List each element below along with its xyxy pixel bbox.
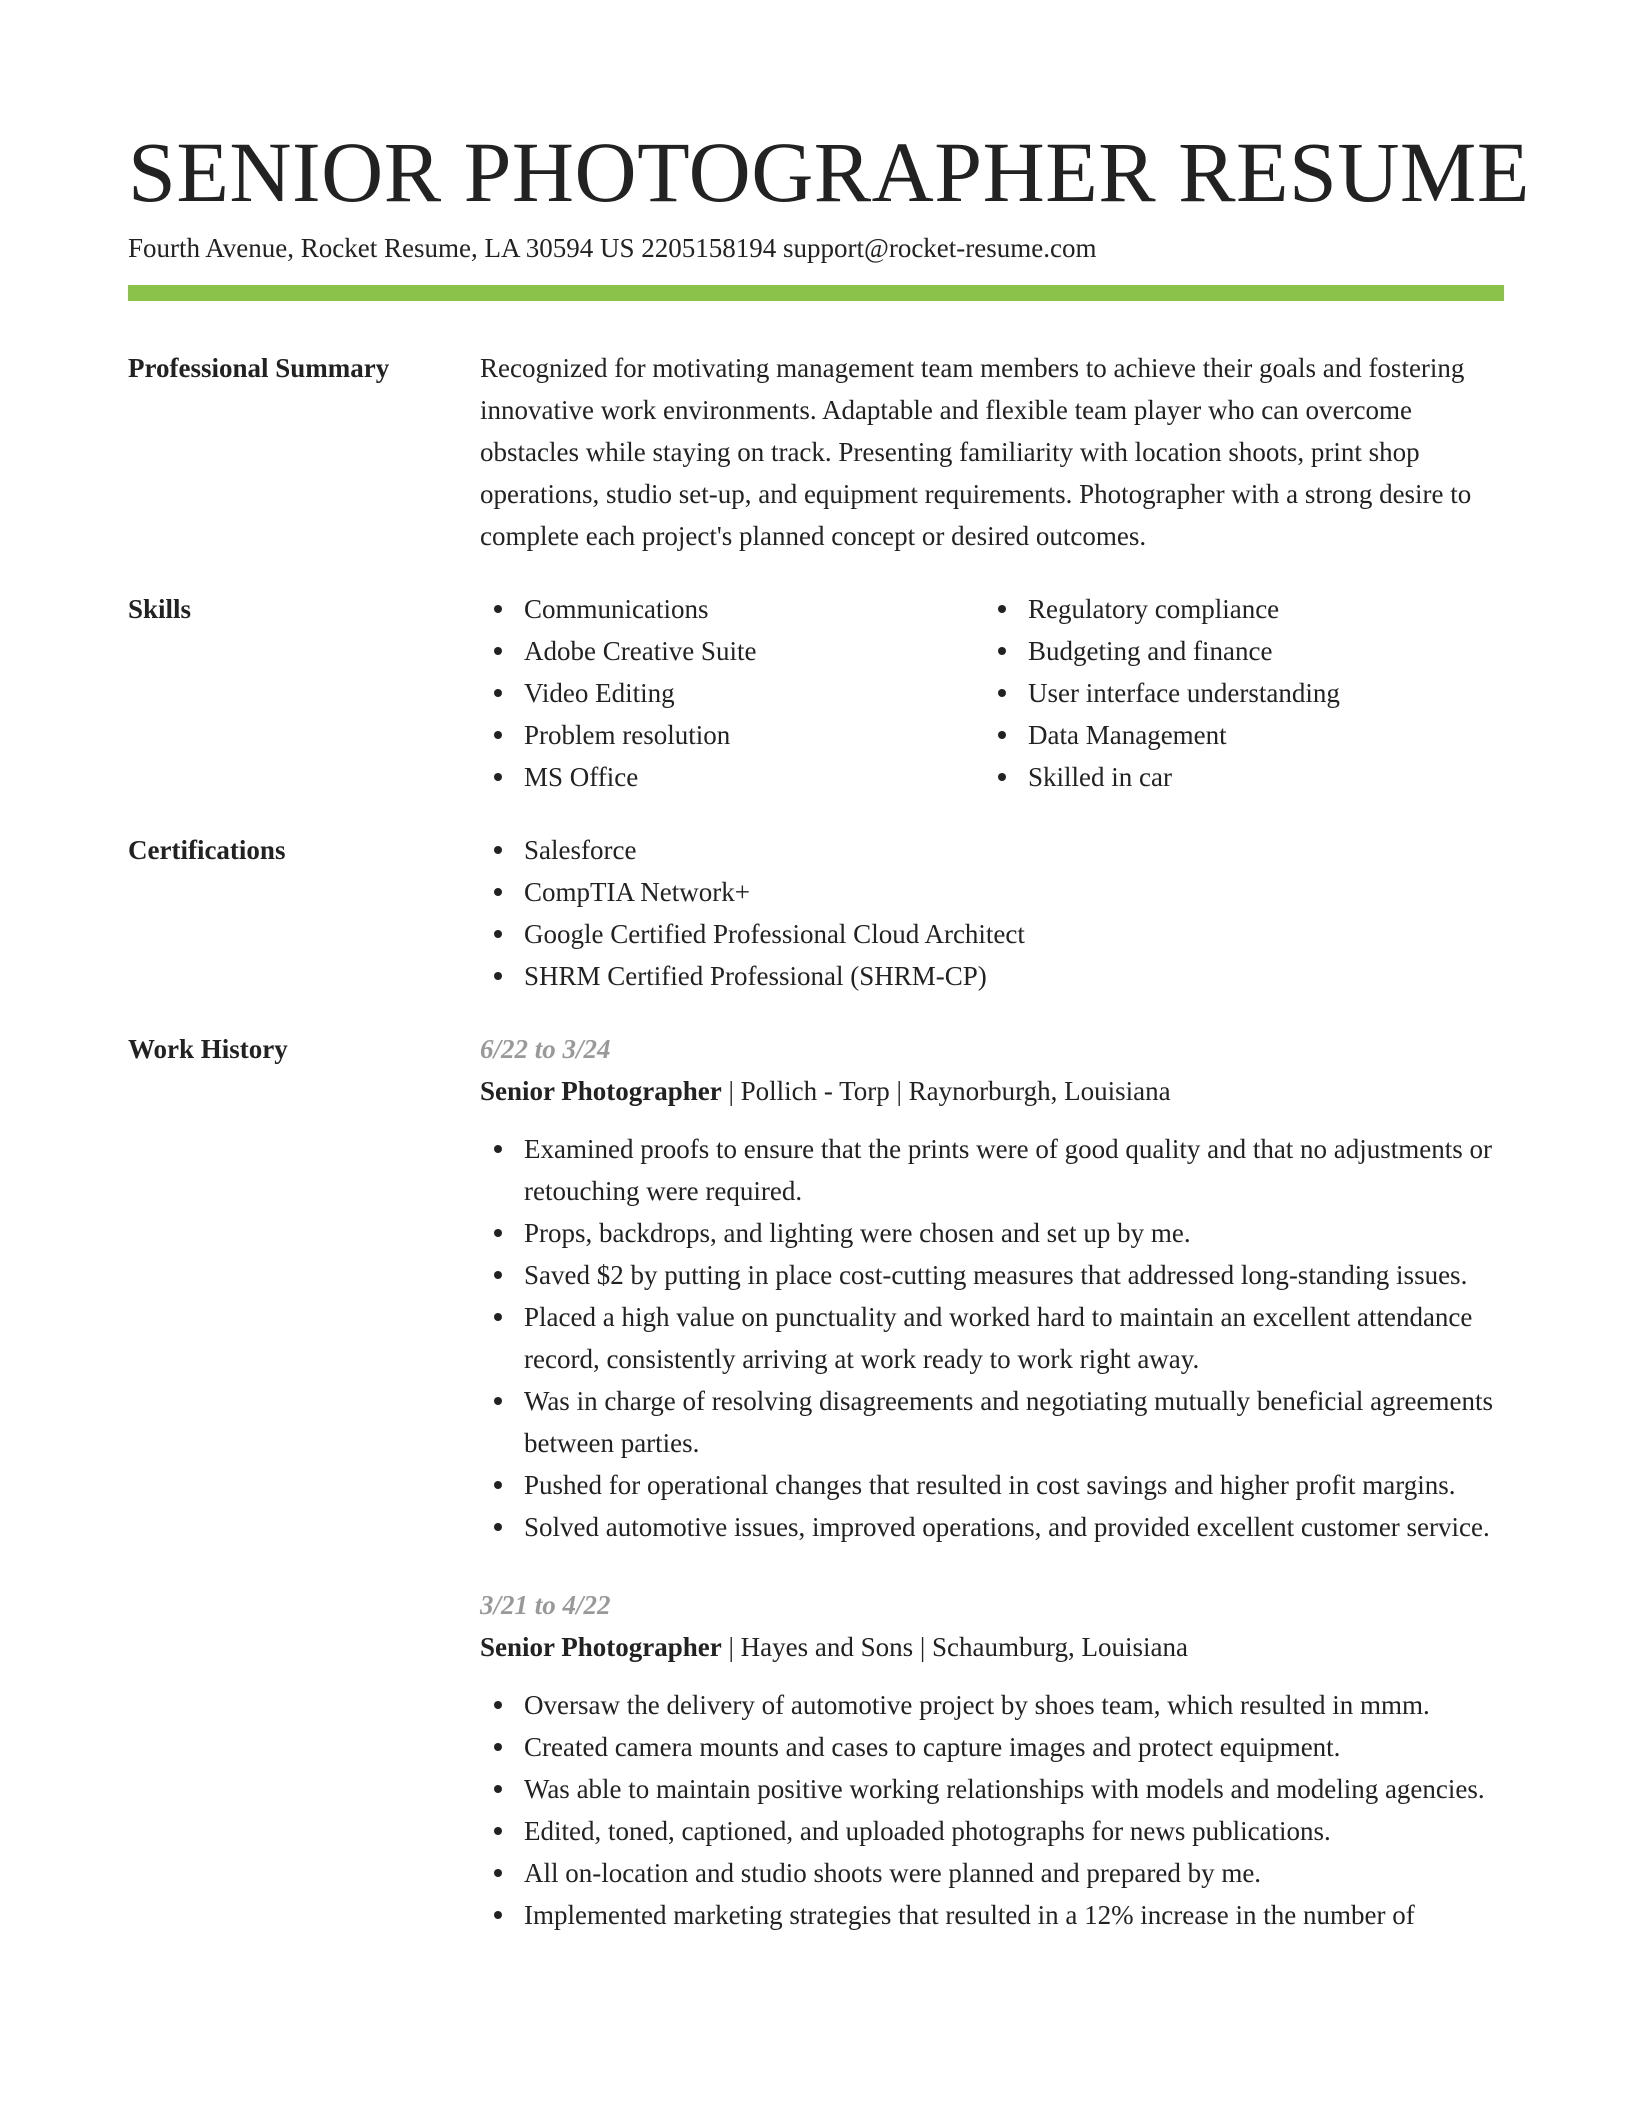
responsibility-item: All on-location and studio shoots were planned and prepared by me. bbox=[480, 1852, 1504, 1894]
certifications-label: Certifications bbox=[128, 835, 286, 865]
certification-item: CompTIA Network+ bbox=[480, 871, 1504, 913]
certifications-list bbox=[480, 829, 1504, 997]
responsibility-item: Created camera mounts and cases to capture images and protect equipment. bbox=[480, 1726, 1504, 1768]
responsibility-item: Pushed for operational changes that resulted in cost savings and higher profit margins. bbox=[480, 1464, 1504, 1506]
skills-list-right bbox=[984, 588, 1488, 798]
responsibility-item: Examined proofs to ensure that the prints were of good quality and that no adjustments or retouching were required. bbox=[480, 1128, 1504, 1212]
job-heading bbox=[480, 1626, 1504, 1668]
responsibility-item: Was able to maintain positive working relationships with models and modeling agencies. bbox=[480, 1768, 1504, 1810]
skill-item: Regulatory compliance bbox=[984, 588, 1488, 630]
certification-item: SHRM Certified Professional (SHRM-CP) bbox=[480, 955, 1504, 997]
contact-info: Fourth Avenue, Rocket Resume, LA 30594 US 2205158194 support@rocket-resume.com bbox=[128, 233, 1097, 263]
responsibility-item: Implemented marketing strategies that resulted in a 12% increase in the number of bbox=[480, 1894, 1504, 1936]
job-dates: 3/21 to 4/22 bbox=[480, 1590, 611, 1620]
job-entry bbox=[480, 1584, 1504, 1936]
job-dates: 6/22 to 3/24 bbox=[480, 1034, 611, 1064]
certification-item: Google Certified Professional Cloud Architect bbox=[480, 913, 1504, 955]
skill-item: Skilled in car bbox=[984, 756, 1488, 798]
responsibility-item: Oversaw the delivery of automotive project by shoes team, which resulted in mmm. bbox=[480, 1684, 1504, 1726]
responsibility-item: Solved automotive issues, improved operations, and provided excellent customer service. bbox=[480, 1506, 1504, 1548]
summary-text: Recognized for motivating management team members to achieve their goals and fostering innovative work environments. Adaptable and flexible team player who can overcome obstacles while staying on track. Presenting familiarity with location shoots, print shop operations, studio set-up, and equipment requirements. Photographer with a strong desire to complete each project's planned concept or desired outcomes. bbox=[480, 353, 1472, 551]
skill-item: User interface understanding bbox=[984, 672, 1488, 714]
responsibility-item: Edited, toned, captioned, and uploaded photographs for news publications. bbox=[480, 1810, 1504, 1852]
skill-item: Adobe Creative Suite bbox=[480, 630, 984, 672]
job-heading bbox=[480, 1070, 1504, 1112]
skill-item: Budgeting and finance bbox=[984, 630, 1488, 672]
job-company-location: | Hayes and Sons | Schaumburg, Louisiana bbox=[721, 1632, 1189, 1662]
skill-item: Communications bbox=[480, 588, 984, 630]
accent-divider bbox=[128, 285, 1504, 301]
responsibility-item: Was in charge of resolving disagreements and negotiating mutually beneficial agreements between parties. bbox=[480, 1380, 1504, 1464]
job-company-location: | Pollich - Torp | Raynorburgh, Louisiana bbox=[721, 1076, 1171, 1106]
responsibility-item: Placed a high value on punctuality and worked hard to maintain an excellent attendance record, consistently arriving at work ready to work right away. bbox=[480, 1296, 1504, 1380]
skill-item: Data Management bbox=[984, 714, 1488, 756]
skills-list-left bbox=[480, 588, 984, 798]
skill-item: Video Editing bbox=[480, 672, 984, 714]
certification-item: Salesforce bbox=[480, 829, 1504, 871]
job-responsibilities bbox=[480, 1128, 1504, 1548]
job-entry bbox=[480, 1028, 1504, 1548]
job-title: Senior Photographer bbox=[480, 1632, 722, 1662]
job-responsibilities bbox=[480, 1684, 1504, 1936]
job-title: Senior Photographer bbox=[480, 1076, 722, 1106]
resume-title: SENIOR PHOTOGRAPHER RESUME bbox=[128, 124, 1530, 220]
work-history-label: Work History bbox=[128, 1034, 288, 1064]
responsibility-item: Saved $2 by putting in place cost-cutting measures that addressed long-standing issues. bbox=[480, 1254, 1504, 1296]
responsibility-item: Props, backdrops, and lighting were chosen and set up by me. bbox=[480, 1212, 1504, 1254]
skills-label: Skills bbox=[128, 594, 192, 624]
skill-item: MS Office bbox=[480, 756, 984, 798]
skill-item: Problem resolution bbox=[480, 714, 984, 756]
summary-label: Professional Summary bbox=[128, 353, 390, 383]
